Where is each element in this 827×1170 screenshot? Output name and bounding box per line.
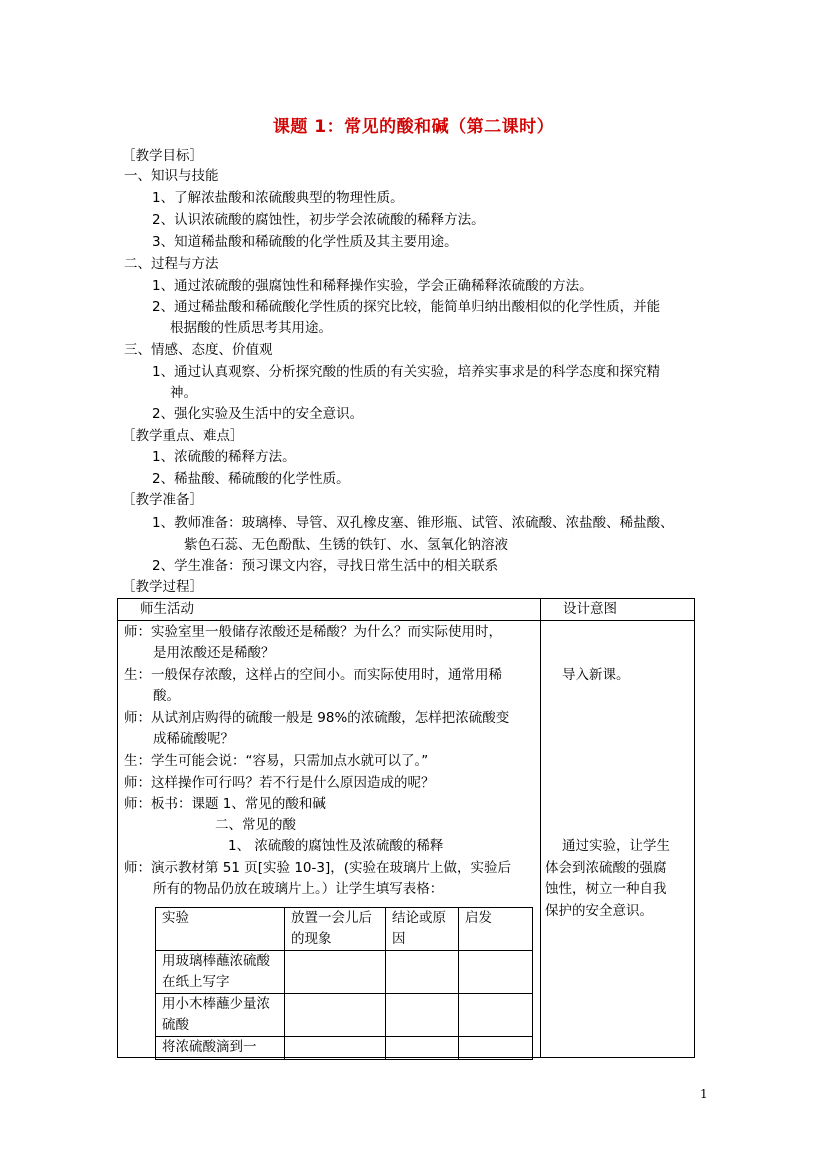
intent-cell <box>541 621 695 1058</box>
table-cell: 将浓硫酸滴到一 <box>156 1037 285 1060</box>
intent-line: 导入新课。 <box>562 667 630 683</box>
activity-line: 师：从试剂店购得的硫酸一般是 98%的浓硫酸，怎样把浓硫酸变 <box>124 710 510 726</box>
activity-line: 师：板书：课题 1、常见的酸和碱 <box>124 796 326 812</box>
table-row <box>156 951 533 994</box>
activity-line: 酸。 <box>153 688 180 704</box>
table-cell <box>285 994 386 1037</box>
list-item: 2、强化实验及生活中的安全意识。 <box>152 406 364 422</box>
activity-line: 所有的物品仍放在玻璃片上。）让学生填写表格： <box>153 881 444 897</box>
page-number: 1 <box>700 1087 708 1101</box>
table-cell <box>459 1037 533 1060</box>
activity-line: 二、常见的酸 <box>215 817 296 833</box>
list-item-continuation: 紫色石蕊、无色酚酞、生锈的铁钉、水、氢氧化钠溶液 <box>184 537 508 553</box>
subsection-heading: 三、情感、态度、价值观 <box>124 342 273 358</box>
table-cell <box>386 1037 459 1060</box>
intent-line: 体会到浓硫酸的强腐 <box>545 860 667 876</box>
section-heading: ［教学准备］ <box>122 492 203 508</box>
inner-header-experiment: 实验 <box>156 908 285 951</box>
table-cell <box>459 994 533 1037</box>
document-title: 课题 1：常见的酸和碱（第二课时） <box>272 117 555 137</box>
list-item: 1、通过认真观察、分析探究酸的性质的有关实验，培养实事求是的科学态度和探究精 <box>152 364 661 380</box>
table-row <box>156 1037 533 1060</box>
header-design-intent: 设计意图 <box>541 599 695 621</box>
activity-line: 是用浓酸还是稀酸？ <box>153 645 275 661</box>
activity-cell <box>118 621 541 1058</box>
experiment-table <box>155 907 533 1060</box>
table-cell <box>459 951 533 994</box>
subsection-heading: 一、知识与技能 <box>124 168 219 184</box>
header-teacher-student-activity: 师生活动 <box>118 599 541 621</box>
inner-header-inspiration: 启发 <box>459 908 533 951</box>
list-item: 1、通过浓硫酸的强腐蚀性和稀释操作实验，学会正确稀释浓硫酸的方法。 <box>152 278 593 294</box>
section-heading: ［教学目标］ <box>122 148 203 164</box>
activity-line: 1、 浓硫酸的腐蚀性及浓硫酸的稀释 <box>228 838 444 854</box>
table-cell <box>386 994 459 1037</box>
table-cell <box>285 951 386 994</box>
intent-line: 保护的安全意识。 <box>545 903 653 919</box>
subsection-heading: 二、过程与方法 <box>124 256 219 272</box>
activity-line: 成稀硫酸呢？ <box>153 731 234 747</box>
list-item-continuation: 神。 <box>170 385 197 401</box>
intent-line: 蚀性，树立一种自我 <box>545 881 667 897</box>
table-cell: 用小木棒蘸少量浓硫酸 <box>156 994 285 1037</box>
activity-line: 师：演示教材第 51 页[实验 10-3]，(实验在玻璃片上做，实验后 <box>124 860 511 876</box>
list-item: 1、浓硫酸的稀释方法。 <box>152 449 296 465</box>
intent-line: 通过实验，让学生 <box>562 838 670 854</box>
inner-header-phenomenon: 放置一会儿后的现象 <box>285 908 386 951</box>
activity-line: 生：学生可能会说：“容易，只需加点水就可以了。” <box>124 753 429 769</box>
activity-line: 师：实验室里一般储存浓酸还是稀酸？为什么？而实际使用时， <box>124 624 502 640</box>
activity-line: 师：这样操作可行吗？若不行是什么原因造成的呢？ <box>124 775 435 791</box>
section-heading: ［教学重点、难点］ <box>122 428 244 444</box>
list-item: 3、知道稀盐酸和稀硫酸的化学性质及其主要用途。 <box>152 234 458 250</box>
table-cell <box>386 951 459 994</box>
list-item: 2、通过稀盐酸和稀硫酸化学性质的探究比较，能简单归纳出酸相似的化学性质，并能 <box>152 299 661 315</box>
table-row <box>156 994 533 1037</box>
activity-line: 生：一般保存浓酸，这样占的空间小。而实际使用时，通常用稀 <box>124 667 502 683</box>
lesson-process-table <box>117 598 695 1058</box>
list-item-continuation: 根据酸的性质思考其用途。 <box>170 320 332 336</box>
list-item: 2、稀盐酸、稀硫酸的化学性质。 <box>152 471 350 487</box>
list-item: 1、了解浓盐酸和浓硫酸典型的物理性质。 <box>152 190 404 206</box>
list-item: 2、学生准备：预习课文内容，寻找日常生活中的相关联系 <box>152 558 499 574</box>
section-heading: ［教学过程］ <box>122 579 203 595</box>
table-cell: 用玻璃棒蘸浓硫酸在纸上写字 <box>156 951 285 994</box>
inner-header-conclusion: 结论或原因 <box>386 908 459 951</box>
list-item: 1、教师准备：玻璃棒、导管、双孔橡皮塞、锥形瓶、试管、浓硫酸、浓盐酸、稀盐酸、 <box>152 515 674 531</box>
list-item: 2、认识浓硫酸的腐蚀性，初步学会浓硫酸的稀释方法。 <box>152 212 485 228</box>
table-cell <box>285 1037 386 1060</box>
